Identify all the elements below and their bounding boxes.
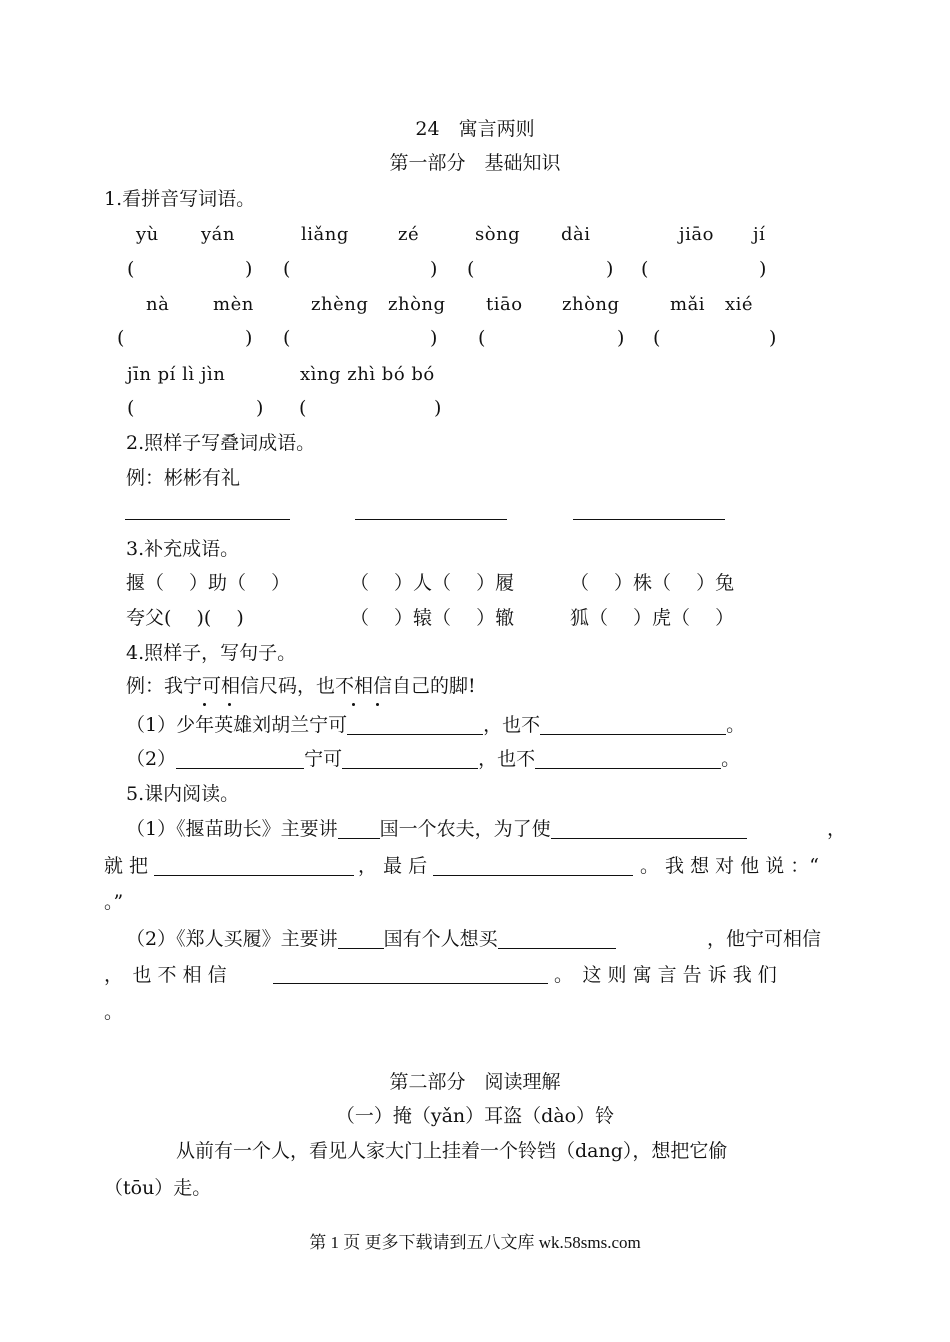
answer-line[interactable] [355, 519, 507, 520]
pinyin: zhòng [388, 294, 446, 315]
answer-line[interactable] [154, 855, 354, 876]
answer-blank-close[interactable]: ) [245, 327, 253, 349]
answer-line[interactable] [540, 714, 726, 735]
pinyin: sòng [475, 224, 521, 245]
pinyin: nà [146, 294, 170, 315]
pinyin: liǎng [301, 224, 349, 245]
answer-blank-close[interactable]: ) [430, 258, 438, 280]
pinyin: jīn pí lì jìn [127, 364, 226, 385]
answer-line[interactable] [573, 519, 725, 520]
answer-blank-close[interactable]: ) [434, 397, 442, 419]
answer-blank-close[interactable]: ) [769, 327, 777, 349]
pinyin: mèn [213, 294, 254, 315]
pinyin: xìng zhì bó bó [300, 364, 435, 385]
answer-line[interactable] [338, 928, 384, 949]
part2-heading: 第二部分 阅读理解 [389, 1071, 561, 1093]
answer-blank-close[interactable]: ) [617, 327, 625, 349]
answer-blank-open[interactable]: ( [478, 327, 486, 349]
pinyin: zhòng [562, 294, 620, 315]
answer-blank-close[interactable]: ) [759, 258, 767, 280]
q2-label: 2.照样子写叠词成语。 [126, 432, 316, 454]
comma: ， [827, 818, 847, 840]
q4-example: 例：我宁可相信尺码，也不相信自己的脚! [126, 675, 476, 697]
idiom-blank[interactable]: （ ）人（ ）履 [350, 572, 515, 594]
q1-label: 1.看拼音写词语。 [104, 188, 256, 210]
part1-heading: 第一部分 基础知识 [389, 152, 561, 174]
q5-p2-line1: （2）《郑人买履》主要讲 国有个人想买 [126, 927, 616, 951]
story-paragraph-line: （tōu）走。 [104, 1177, 212, 1199]
q5-p2-line1-end: ，他宁可相信 [707, 928, 822, 950]
idiom-blank[interactable]: （ ）株（ ）兔 [570, 572, 735, 594]
answer-blank-open[interactable]: ( [467, 258, 475, 280]
answer-line[interactable] [125, 519, 290, 520]
answer-line[interactable] [342, 748, 478, 769]
idiom-blank[interactable]: 夸父( )( ) [126, 607, 244, 629]
q5-p1-line2-end: 。 我 想 对 他 说 ：“ [640, 855, 819, 877]
q3-label: 3.补充成语。 [126, 538, 240, 560]
q5-label: 5.课内阅读。 [126, 783, 240, 805]
q2-example: 例：彬彬有礼 [126, 467, 241, 489]
q5-p2-line3: 。 [104, 1001, 124, 1023]
answer-blank-open[interactable]: ( [127, 397, 135, 419]
answer-blank-open[interactable]: ( [117, 327, 125, 349]
emphasis-dot [203, 703, 206, 706]
q5-p2-line2-a: ， 也 不 相 信 [104, 964, 227, 986]
answer-line[interactable] [498, 928, 616, 949]
emphasis-dot [376, 703, 379, 706]
q4-label: 4.照样子，写句子。 [126, 642, 297, 664]
q5-p1-line2: 就 把 ， 最 后 [104, 854, 633, 878]
pinyin: jiāo [679, 224, 714, 245]
q5-p2-line2-b: 。 这 则 寓 言 告 诉 我 们 [554, 964, 777, 986]
answer-line[interactable] [347, 714, 483, 735]
emphasis-dot [228, 703, 231, 706]
answer-blank-open[interactable]: ( [641, 258, 649, 280]
answer-line[interactable] [535, 748, 721, 769]
pinyin: dài [561, 224, 591, 245]
answer-blank-open[interactable]: ( [283, 327, 291, 349]
idiom-blank[interactable]: 揠（ ）助（ ） [126, 572, 291, 594]
pinyin: tiāo [486, 294, 523, 315]
pinyin: zé [398, 224, 420, 245]
page-title: 24 寓言两则 [415, 118, 535, 140]
answer-blank-close[interactable]: ) [245, 258, 253, 280]
answer-line[interactable] [338, 818, 380, 839]
idiom-blank[interactable]: （ ）辕（ ）辙 [350, 607, 515, 629]
q4-item-1: （1）少年英雄刘胡兰宁可 ，也不 。 [126, 714, 746, 736]
answer-blank-open[interactable]: ( [299, 397, 307, 419]
pinyin: jí [753, 224, 766, 245]
answer-blank-close[interactable]: ) [256, 397, 264, 419]
story-title: （一）掩（yǎn）耳盗（dào）铃 [335, 1105, 615, 1127]
answer-blank-open[interactable]: ( [653, 327, 661, 349]
pinyin: zhèng [311, 294, 369, 315]
answer-line[interactable] [176, 748, 304, 769]
page-footer: 第 1 页 更多下载请到五八文库 wk.58sms.com [309, 1233, 641, 1252]
idiom-blank[interactable]: 狐（ ）虎（ ） [570, 607, 735, 629]
answer-line[interactable] [273, 983, 548, 984]
q5-p1-line3: 。” [104, 891, 124, 913]
answer-line[interactable] [433, 855, 633, 876]
pinyin: yù [136, 224, 159, 245]
answer-line[interactable] [551, 818, 747, 839]
emphasis-dot [352, 703, 355, 706]
answer-blank-open[interactable]: ( [127, 258, 135, 280]
pinyin: yán [201, 224, 235, 245]
pinyin: xié [725, 294, 754, 315]
q5-p1-line1: （1）《揠苗助长》主要讲 国一个农夫，为了使 [126, 817, 747, 841]
q4-item-2: （2） 宁可 ，也不 。 [126, 748, 741, 770]
story-paragraph-line: 从前有一个人，看见人家大门上挂着一个铃铛（dang），想把它偷 [176, 1140, 728, 1162]
answer-blank-close[interactable]: ) [430, 327, 438, 349]
answer-blank-close[interactable]: ) [606, 258, 614, 280]
pinyin: mǎi [670, 294, 706, 315]
answer-blank-open[interactable]: ( [283, 258, 291, 280]
